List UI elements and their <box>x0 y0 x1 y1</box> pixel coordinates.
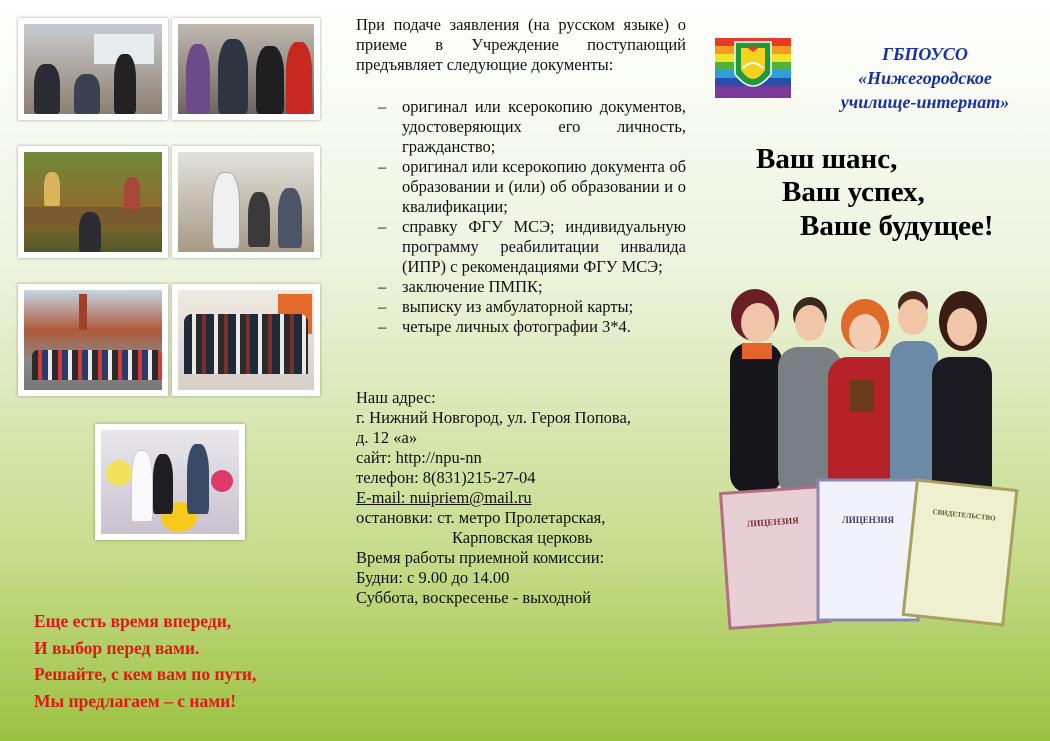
website-link[interactable]: сайт: http://npu-nn <box>356 448 482 467</box>
document-item: – четыре личных фотографии 3*4. <box>356 317 686 337</box>
photo-flowers-group <box>95 424 245 540</box>
license-certificate <box>721 487 830 629</box>
motto-line-1: Ваш шанс, <box>756 143 898 175</box>
hours-heading: Время работы приемной комиссии: <box>356 548 605 567</box>
document-item: – выписку из амбулаторной карты; <box>356 297 686 317</box>
document-item: – справку ФГУ МСЭ; индивидуальную программу реабилитации инвалида (ИПР) с рекомендациями ФГУ МСЭ; <box>356 217 686 277</box>
certificate-label: СВИДЕТЕЛЬСТВО <box>932 507 996 523</box>
photo-classroom <box>18 18 168 120</box>
requirements-intro: При подаче заявления (на русском языке) о приеме в Учреждение поступающий предъявляет следующие документы: <box>356 15 686 74</box>
photo-workshop <box>172 146 320 258</box>
motto-line-3: Ваше будущее! <box>800 210 994 242</box>
phone-number: телефон: 8(831)215-27-04 <box>356 468 536 487</box>
document-item: – оригинал или ксерокопию документа об образовании и (или) об образовании и о квалификации; <box>356 157 686 217</box>
school-logo <box>715 38 791 98</box>
org-abbreviation: ГБПОУСО <box>882 44 968 64</box>
requirements-section <box>356 15 686 337</box>
logo-graphic <box>715 38 791 98</box>
students-illustration <box>710 285 1025 635</box>
address-heading: Наш адрес: <box>356 388 436 407</box>
organization-name <box>820 42 1030 114</box>
photo-kremlin-group <box>18 284 168 396</box>
accreditation-certificate <box>903 480 1017 625</box>
slogan-line: Решайте, с кем вам по пути, <box>34 664 257 684</box>
photo-autumn-park <box>18 146 168 258</box>
address-building: д. 12 «а» <box>356 428 418 447</box>
hours-weekdays: Будни: с 9.00 до 14.00 <box>356 568 510 587</box>
contact-block <box>356 388 686 608</box>
license-label: ЛИЦЕНЗИЯ <box>746 515 799 529</box>
photo-awards-group <box>172 284 320 396</box>
documents-list <box>356 97 686 337</box>
document-item: – оригинал или ксерокопию документов, удостоверяющих его личность, гражданство; <box>356 97 686 157</box>
slogan-line: Мы предлагаем – с нами! <box>34 690 237 711</box>
slogan-poem <box>34 608 256 714</box>
address-street: г. Нижний Новгород, ул. Героя Попова, <box>356 408 631 427</box>
org-name-line: «Нижегородское <box>858 68 992 88</box>
document-item: – заключение ПМПК; <box>356 277 686 297</box>
org-name-line: училище-интернат» <box>840 92 1010 112</box>
bus-stops-second: Карповская церковь <box>452 528 593 547</box>
hours-weekend: Суббота, воскресенье - выходной <box>356 588 591 607</box>
slogan-line: Еще есть время впереди, <box>34 611 232 631</box>
license-label: ЛИЦЕНЗИЯ <box>842 515 894 525</box>
email-link[interactable]: E-mail: nuipriem@mail.ru <box>356 488 532 507</box>
slogan-line: И выбор перед вами. <box>34 637 200 658</box>
bus-stops: остановки: ст. метро Пролетарская, <box>356 508 606 527</box>
license-certificate <box>818 480 918 620</box>
motto-line-2: Ваш успех, <box>782 176 925 208</box>
photo-arm-wrestling <box>172 18 320 120</box>
